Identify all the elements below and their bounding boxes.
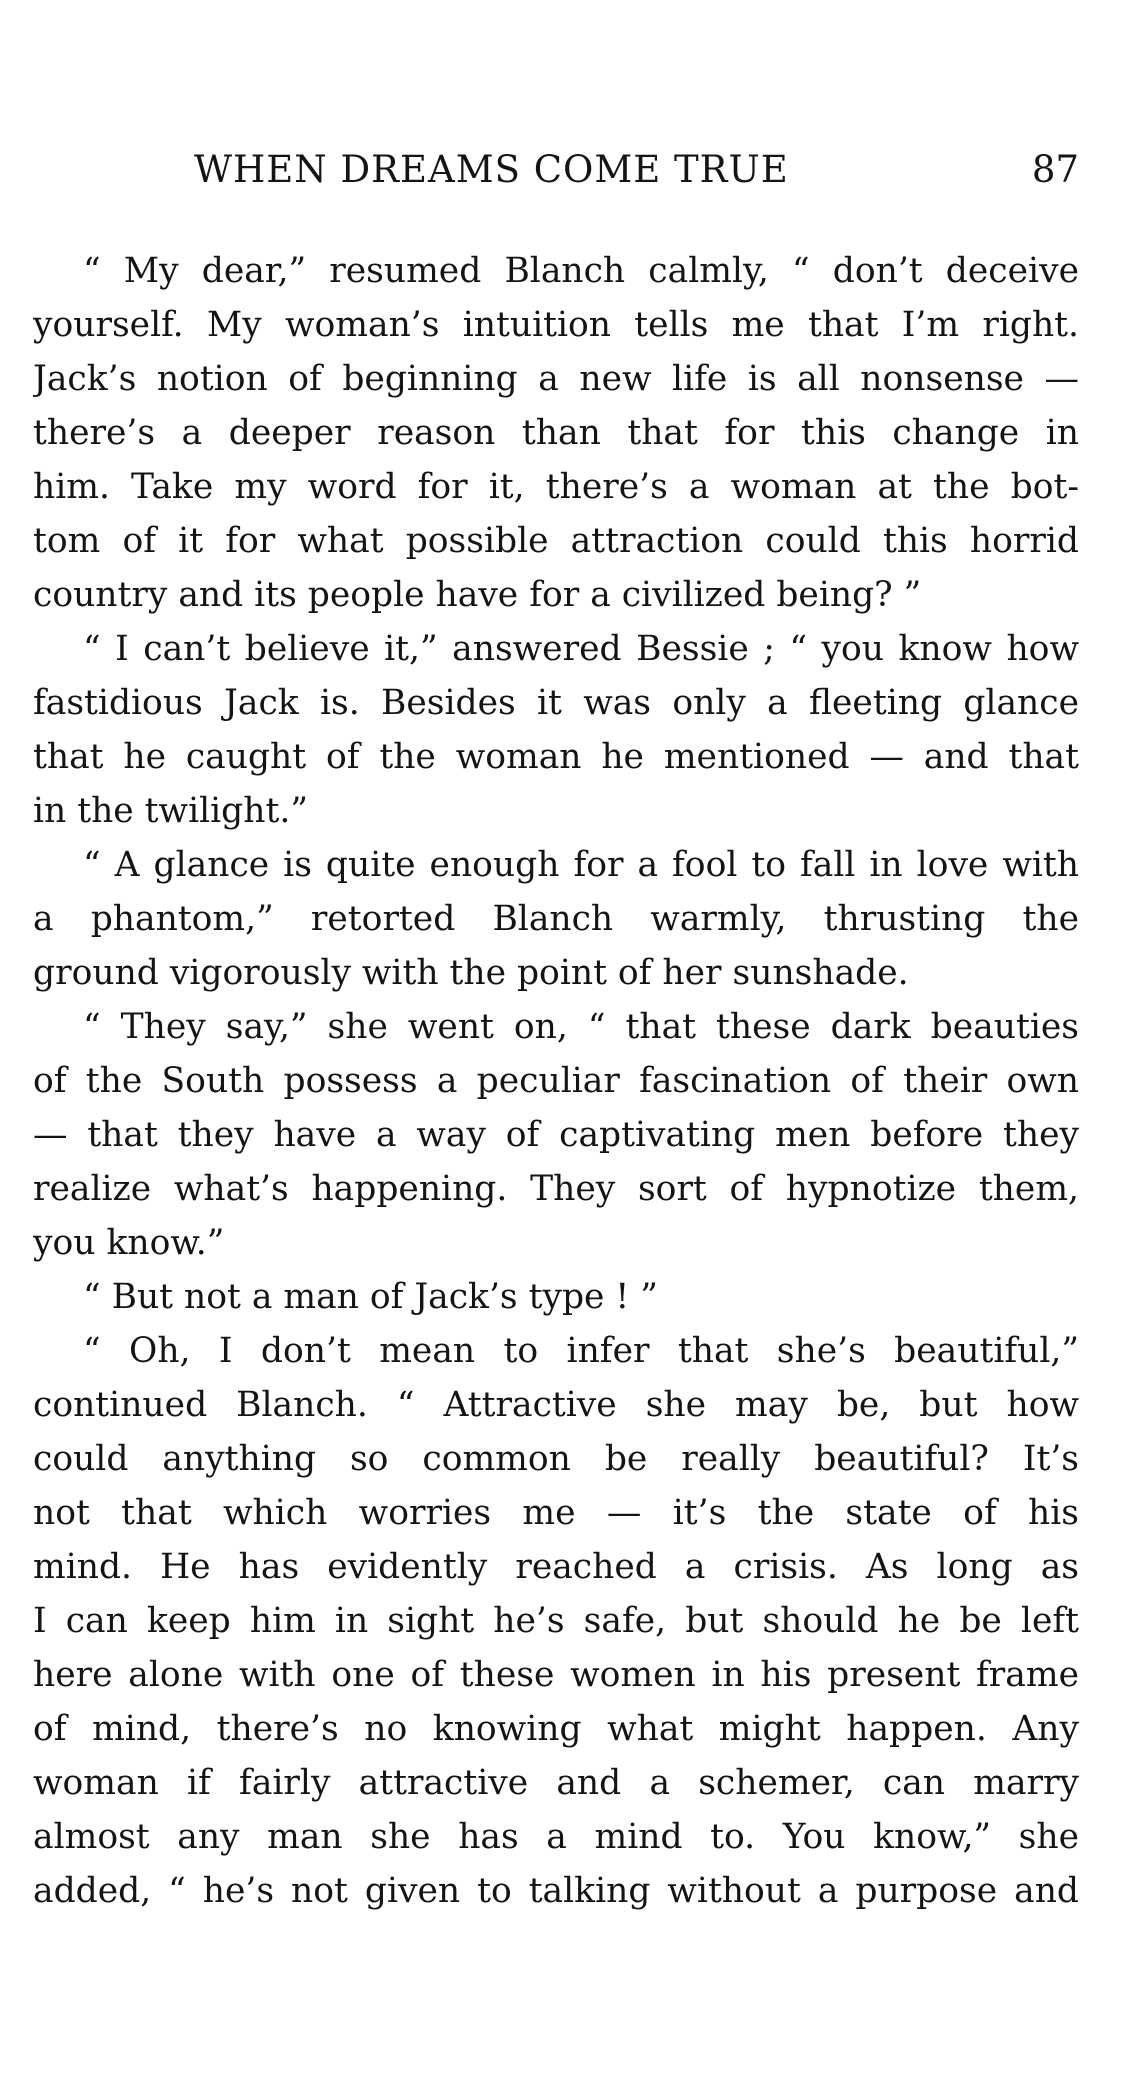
text-line: “ They say,” she went on, “ that these dark beauties [83,1007,1079,1047]
text-line: “ A glance is quite enough for a fool to fall in love with [83,845,1079,885]
text-line: “ I can’t believe it,” answered Bessie ; “ you know how [83,629,1079,669]
text-line: there’s a deeper reason than that for this change in [33,413,1079,453]
text-line: you know.” [33,1223,225,1263]
text-line: yourself. My woman’s intuition tells me that I’m right. [33,305,1079,345]
text-line: — that they have a way of captivating men before they [33,1115,1079,1155]
text-line: of mind, there’s no knowing what might happen. Any [33,1709,1079,1749]
text-line: could anything so common be really beautiful? It’s [33,1439,1079,1479]
text-line: woman if fairly attractive and a schemer, can marry [33,1763,1079,1803]
text-line: in the twilight.” [33,791,308,831]
text-line: mind. He has evidently reached a crisis. As long as [33,1547,1079,1587]
text-line: Jack’s notion of beginning a new life is all nonsense — [33,359,1079,399]
text-line: ground vigorously with the point of her sunshade. [33,953,909,993]
text-line: continued Blanch. “ Attractive she may be, but how [33,1385,1079,1425]
running-title: WHEN DREAMS COME TRUE [194,148,789,191]
text-line: tom of it for what possible attraction could this horrid [33,521,1079,561]
text-line: of the South possess a peculiar fascination of their own [33,1061,1079,1101]
text-line: I can keep him in sight he’s safe, but should he be left [33,1601,1079,1641]
text-line: country and its people have for a civilized being? ” [33,575,922,615]
text-line: that he caught of the woman he mentioned — and that [33,737,1079,777]
text-line: realize what’s happening. They sort of hypnotize them, [33,1169,1079,1209]
text-line: added, “ he’s not given to talking without a purpose and [33,1871,1079,1911]
text-line: a phantom,” retorted Blanch warmly, thrusting the [33,899,1079,939]
text-line: “ Oh, I don’t mean to infer that she’s beautiful,” [83,1331,1079,1371]
text-line: fastidious Jack is. Besides it was only a fleeting glance [33,683,1079,723]
text-line: not that which worries me — it’s the state of his [33,1493,1079,1533]
text-line: here alone with one of these women in his present frame [33,1655,1079,1695]
body-text [33,244,1079,1918]
running-header [194,148,1079,198]
page-number: 87 [1031,148,1079,191]
text-line: him. Take my word for it, there’s a woman at the bot- [33,467,1079,507]
text-line: almost any man she has a mind to. You know,” she [33,1817,1079,1857]
text-line: “ But not a man of Jack’s type ! ” [83,1277,658,1317]
text-line: “ My dear,” resumed Blanch calmly, “ don’t deceive [83,251,1079,291]
